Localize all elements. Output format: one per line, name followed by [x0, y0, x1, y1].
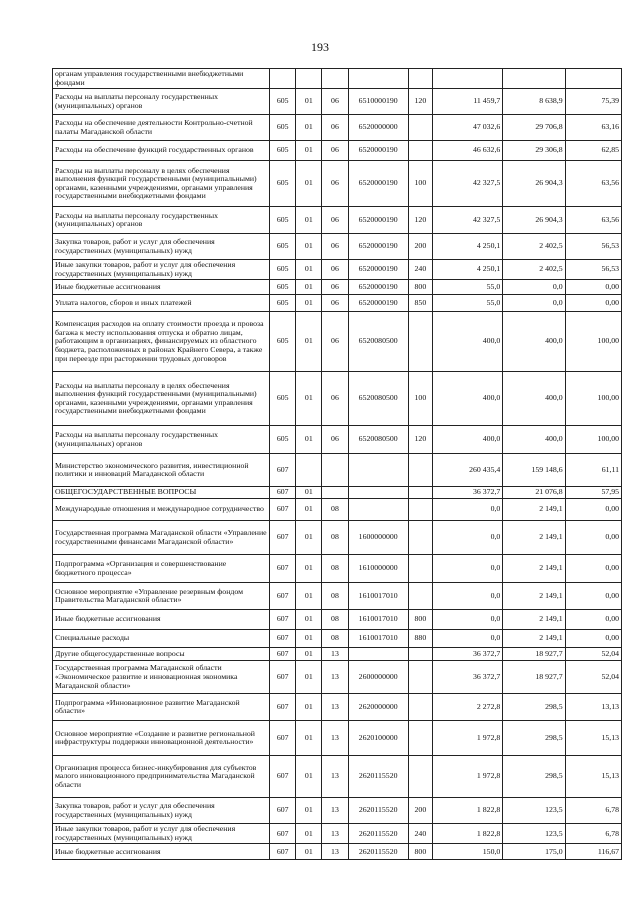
row-name-cell: Иные закупки товаров, работ и услуг для обеспечения государственных (муниципальных) нужд	[53, 260, 270, 280]
ministry-code-cell: 607	[270, 661, 296, 694]
ministry-code-cell: 605	[270, 280, 296, 295]
table-row	[53, 454, 622, 487]
ministry-code-cell: 605	[270, 89, 296, 115]
execution-percent-cell: 63,56	[565, 161, 621, 207]
table-row	[53, 161, 622, 207]
execution-percent-cell: 0,00	[565, 280, 621, 295]
executed-amount-cell: 2 149,1	[503, 555, 565, 583]
plan-amount-cell: 1 972,8	[432, 721, 502, 756]
section-cell: 01	[296, 426, 322, 454]
target-article-cell: 1610017010	[348, 583, 408, 610]
execution-percent-cell: 0,00	[565, 583, 621, 610]
target-article-cell: 2620115520	[348, 798, 408, 824]
page-number: 193	[311, 40, 329, 54]
section-cell: 01	[296, 280, 322, 295]
executed-amount-cell: 175,0	[503, 844, 565, 860]
executed-amount-cell: 18 927,7	[503, 648, 565, 661]
executed-amount-cell: 29 706,8	[503, 115, 565, 141]
expense-type-cell: 200	[408, 234, 432, 260]
target-article-cell: 6520000190	[348, 161, 408, 207]
subsection-cell: 13	[322, 694, 348, 721]
subsection-cell: 06	[322, 89, 348, 115]
expense-type-cell	[408, 694, 432, 721]
executed-amount-cell: 18 927,7	[503, 661, 565, 694]
executed-amount-cell: 2 149,1	[503, 521, 565, 555]
expense-type-cell	[408, 521, 432, 555]
expense-type-cell: 100	[408, 372, 432, 426]
target-article-cell: 6520000190	[348, 260, 408, 280]
ministry-code-cell: 605	[270, 295, 296, 312]
target-article-cell: 2620115520	[348, 756, 408, 798]
ministry-code-cell: 607	[270, 756, 296, 798]
plan-amount-cell: 400,0	[432, 426, 502, 454]
ministry-code-cell: 607	[270, 499, 296, 521]
executed-amount-cell: 400,0	[503, 426, 565, 454]
executed-amount-cell: 2 149,1	[503, 610, 565, 630]
execution-percent-cell: 13,13	[565, 694, 621, 721]
expense-type-cell: 240	[408, 260, 432, 280]
target-article-cell: 6520000190	[348, 234, 408, 260]
target-article-cell	[348, 454, 408, 487]
target-article-cell: 6520000190	[348, 280, 408, 295]
row-name-cell: Иные бюджетные ассигнования	[53, 610, 270, 630]
ministry-code-cell: 605	[270, 161, 296, 207]
table-row	[53, 260, 622, 280]
execution-percent-cell: 6,78	[565, 824, 621, 844]
execution-percent-cell: 15,13	[565, 756, 621, 798]
section-cell: 01	[296, 661, 322, 694]
subsection-cell: 13	[322, 721, 348, 756]
ministry-code-cell: 607	[270, 694, 296, 721]
execution-percent-cell: 57,95	[565, 487, 621, 499]
table-row	[53, 295, 622, 312]
target-article-cell: 6520000190	[348, 141, 408, 161]
executed-amount-cell: 400,0	[503, 372, 565, 426]
row-name-cell: Государственная программа Магаданской области «Экономическое развитие и инновационная экономика Магаданской области»	[53, 661, 270, 694]
table-row	[53, 721, 622, 756]
execution-percent-cell: 52,04	[565, 648, 621, 661]
target-article-cell: 6520000190	[348, 295, 408, 312]
executed-amount-cell: 298,5	[503, 721, 565, 756]
ministry-code-cell: 605	[270, 115, 296, 141]
target-article-cell: 6520080500	[348, 426, 408, 454]
section-cell: 01	[296, 260, 322, 280]
row-name-cell: Иные бюджетные ассигнования	[53, 280, 270, 295]
executed-amount-cell: 2 402,5	[503, 234, 565, 260]
section-cell: 01	[296, 115, 322, 141]
expense-type-cell	[408, 454, 432, 487]
table-row	[53, 89, 622, 115]
executed-amount-cell: 2 149,1	[503, 583, 565, 610]
row-name-cell: Расходы на обеспечение функций государственных органов	[53, 141, 270, 161]
row-name-cell: Расходы на выплаты персоналу в целях обеспечения выполнения функций государственными (муниципальными) органами, казенными учреждениями, органами управления государственными внебюджетными фондами	[53, 161, 270, 207]
row-name-cell: Расходы на выплаты персоналу в целях обеспечения выполнения функций государственными (муниципальными) органами, казенными учреждениями, органами управления государственными внебюджетными фондами	[53, 372, 270, 426]
target-article-cell	[348, 487, 408, 499]
expense-type-cell: 200	[408, 798, 432, 824]
expense-type-cell	[408, 756, 432, 798]
target-article-cell: 2600000000	[348, 661, 408, 694]
executed-amount-cell: 123,5	[503, 798, 565, 824]
execution-percent-cell: 0,00	[565, 610, 621, 630]
section-cell: 01	[296, 630, 322, 648]
plan-amount-cell: 0,0	[432, 499, 502, 521]
target-article-cell: 6520080500	[348, 372, 408, 426]
target-article-cell	[348, 648, 408, 661]
table-row	[53, 756, 622, 798]
execution-percent-cell: 6,78	[565, 798, 621, 824]
subsection-cell	[322, 454, 348, 487]
section-cell: 01	[296, 499, 322, 521]
execution-percent-cell: 0,00	[565, 295, 621, 312]
execution-percent-cell: 0,00	[565, 521, 621, 555]
expense-type-cell	[408, 499, 432, 521]
target-article-cell	[348, 69, 408, 89]
ministry-code-cell: 607	[270, 844, 296, 860]
subsection-cell: 06	[322, 115, 348, 141]
subsection-cell: 06	[322, 234, 348, 260]
table-row	[53, 844, 622, 860]
section-cell: 01	[296, 207, 322, 234]
subsection-cell: 06	[322, 207, 348, 234]
execution-percent-cell: 100,00	[565, 372, 621, 426]
plan-amount-cell: 0,0	[432, 521, 502, 555]
section-cell: 01	[296, 648, 322, 661]
target-article-cell: 2620100000	[348, 721, 408, 756]
subsection-cell	[322, 487, 348, 499]
row-name-cell: Министерство экономического развития, инвестиционной политики и инноваций Магаданской области	[53, 454, 270, 487]
ministry-code-cell: 607	[270, 648, 296, 661]
ministry-code-cell	[270, 69, 296, 89]
row-name-cell: Международные отношения и международное сотрудничество	[53, 499, 270, 521]
budget-table	[52, 68, 622, 860]
plan-amount-cell: 1 822,8	[432, 824, 502, 844]
expense-type-cell: 120	[408, 426, 432, 454]
table-row	[53, 207, 622, 234]
expense-type-cell: 800	[408, 610, 432, 630]
section-cell: 01	[296, 161, 322, 207]
expense-type-cell: 120	[408, 207, 432, 234]
expense-type-cell	[408, 583, 432, 610]
plan-amount-cell: 400,0	[432, 312, 502, 372]
target-article-cell: 6520000190	[348, 207, 408, 234]
executed-amount-cell: 8 638,9	[503, 89, 565, 115]
executed-amount-cell: 26 904,3	[503, 207, 565, 234]
table-row	[53, 694, 622, 721]
table-row	[53, 555, 622, 583]
ministry-code-cell: 605	[270, 234, 296, 260]
plan-amount-cell: 1 822,8	[432, 798, 502, 824]
execution-percent-cell: 61,11	[565, 454, 621, 487]
executed-amount-cell: 26 904,3	[503, 161, 565, 207]
budget-table-body	[53, 69, 622, 860]
subsection-cell	[322, 69, 348, 89]
row-name-cell: Специальные расходы	[53, 630, 270, 648]
section-cell: 01	[296, 521, 322, 555]
executed-amount-cell: 298,5	[503, 756, 565, 798]
table-row	[53, 630, 622, 648]
execution-percent-cell: 62,85	[565, 141, 621, 161]
row-name-cell: Основное мероприятие «Создание и развитие региональной инфраструктуры поддержки инновационной деятельности»	[53, 721, 270, 756]
plan-amount-cell: 0,0	[432, 630, 502, 648]
ministry-code-cell: 605	[270, 372, 296, 426]
table-row	[53, 824, 622, 844]
row-name-cell: Иные закупки товаров, работ и услуг для обеспечения государственных (муниципальных) нужд	[53, 824, 270, 844]
plan-amount-cell: 4 250,1	[432, 260, 502, 280]
section-cell: 01	[296, 141, 322, 161]
table-row	[53, 312, 622, 372]
row-name-cell: ОБЩЕГОСУДАРСТВЕННЫЕ ВОПРОСЫ	[53, 487, 270, 499]
target-article-cell: 2620000000	[348, 694, 408, 721]
plan-amount-cell: 36 372,7	[432, 487, 502, 499]
subsection-cell: 08	[322, 555, 348, 583]
row-name-cell: Компенсация расходов на оплату стоимости проезда и провоза багажа к месту использования отпуска и обратно лицам, работающим в организациях, финансируемых из областного бюджета, расположенных в районах Крайнего Севера, а также при переезде при расторжении трудовых договоров	[53, 312, 270, 372]
expense-type-cell	[408, 555, 432, 583]
row-name-cell: Подпрограмма «Организация и совершенствование бюджетного процесса»	[53, 555, 270, 583]
subsection-cell: 13	[322, 756, 348, 798]
row-name-cell: Государственная программа Магаданской области «Управление государственными финансами Магаданской области»	[53, 521, 270, 555]
execution-percent-cell: 15,13	[565, 721, 621, 756]
section-cell: 01	[296, 798, 322, 824]
execution-percent-cell: 0,00	[565, 555, 621, 583]
ministry-code-cell: 607	[270, 583, 296, 610]
execution-percent-cell: 116,67	[565, 844, 621, 860]
execution-percent-cell: 56,53	[565, 234, 621, 260]
executed-amount-cell: 2 149,1	[503, 499, 565, 521]
expense-type-cell	[408, 661, 432, 694]
target-article-cell: 6520080500	[348, 312, 408, 372]
ministry-code-cell: 605	[270, 207, 296, 234]
subsection-cell: 06	[322, 312, 348, 372]
plan-amount-cell: 55,0	[432, 295, 502, 312]
row-name-cell: Организация процесса бизнес-инкубирования для субъектов малого инновационного предпринимательства Магаданской области	[53, 756, 270, 798]
table-row	[53, 115, 622, 141]
ministry-code-cell: 607	[270, 555, 296, 583]
target-article-cell: 2620115520	[348, 824, 408, 844]
expense-type-cell	[408, 312, 432, 372]
table-row	[53, 426, 622, 454]
table-row	[53, 372, 622, 426]
ministry-code-cell: 607	[270, 630, 296, 648]
expense-type-cell	[408, 648, 432, 661]
section-cell: 01	[296, 694, 322, 721]
row-name-cell: Закупка товаров, работ и услуг для обеспечения государственных (муниципальных) нужд	[53, 234, 270, 260]
expense-type-cell	[408, 141, 432, 161]
expense-type-cell: 100	[408, 161, 432, 207]
table-row	[53, 280, 622, 295]
row-name-cell: Закупка товаров, работ и услуг для обеспечения государственных (муниципальных) нужд	[53, 798, 270, 824]
row-name-cell: Уплата налогов, сборов и иных платежей	[53, 295, 270, 312]
ministry-code-cell: 607	[270, 521, 296, 555]
plan-amount-cell: 0,0	[432, 555, 502, 583]
section-cell: 01	[296, 89, 322, 115]
table-row	[53, 661, 622, 694]
expense-type-cell: 800	[408, 844, 432, 860]
expense-type-cell	[408, 69, 432, 89]
section-cell: 01	[296, 583, 322, 610]
subsection-cell: 06	[322, 161, 348, 207]
subsection-cell: 13	[322, 824, 348, 844]
section-cell: 01	[296, 487, 322, 499]
subsection-cell: 08	[322, 630, 348, 648]
ministry-code-cell: 607	[270, 454, 296, 487]
subsection-cell: 13	[322, 844, 348, 860]
plan-amount-cell: 260 435,4	[432, 454, 502, 487]
section-cell: 01	[296, 555, 322, 583]
execution-percent-cell: 0,00	[565, 630, 621, 648]
row-name-cell: Расходы на выплаты персоналу государственных (муниципальных) органов	[53, 89, 270, 115]
table-row	[53, 648, 622, 661]
plan-amount-cell: 42 327,5	[432, 161, 502, 207]
execution-percent-cell	[565, 69, 621, 89]
table-row	[53, 610, 622, 630]
target-article-cell: 1610017010	[348, 630, 408, 648]
table-row	[53, 234, 622, 260]
section-cell	[296, 454, 322, 487]
section-cell: 01	[296, 312, 322, 372]
subsection-cell: 08	[322, 610, 348, 630]
section-cell: 01	[296, 372, 322, 426]
row-name-cell: Другие общегосударственные вопросы	[53, 648, 270, 661]
plan-amount-cell: 55,0	[432, 280, 502, 295]
table-row	[53, 521, 622, 555]
section-cell: 01	[296, 234, 322, 260]
plan-amount-cell: 1 972,8	[432, 756, 502, 798]
execution-percent-cell: 56,53	[565, 260, 621, 280]
subsection-cell: 13	[322, 648, 348, 661]
expense-type-cell	[408, 721, 432, 756]
target-article-cell: 6520000000	[348, 115, 408, 141]
plan-amount-cell: 4 250,1	[432, 234, 502, 260]
ministry-code-cell: 607	[270, 824, 296, 844]
expense-type-cell	[408, 487, 432, 499]
subsection-cell: 06	[322, 426, 348, 454]
table-row	[53, 583, 622, 610]
execution-percent-cell: 75,39	[565, 89, 621, 115]
execution-percent-cell: 100,00	[565, 426, 621, 454]
plan-amount-cell: 400,0	[432, 372, 502, 426]
target-article-cell: 2620115520	[348, 844, 408, 860]
executed-amount-cell	[503, 69, 565, 89]
ministry-code-cell: 605	[270, 141, 296, 161]
subsection-cell: 13	[322, 661, 348, 694]
target-article-cell	[348, 499, 408, 521]
execution-percent-cell: 63,16	[565, 115, 621, 141]
subsection-cell: 06	[322, 280, 348, 295]
ministry-code-cell: 605	[270, 260, 296, 280]
plan-amount-cell: 42 327,5	[432, 207, 502, 234]
target-article-cell: 1610017010	[348, 610, 408, 630]
plan-amount-cell: 36 372,7	[432, 661, 502, 694]
row-name-cell: Расходы на обеспечение деятельности Контрольно-счетной палаты Магаданской области	[53, 115, 270, 141]
table-row	[53, 69, 622, 89]
ministry-code-cell: 605	[270, 426, 296, 454]
plan-amount-cell: 11 459,7	[432, 89, 502, 115]
section-cell: 01	[296, 824, 322, 844]
expense-type-cell: 850	[408, 295, 432, 312]
ministry-code-cell: 605	[270, 312, 296, 372]
plan-amount-cell: 0,0	[432, 583, 502, 610]
subsection-cell: 06	[322, 295, 348, 312]
executed-amount-cell: 159 148,6	[503, 454, 565, 487]
section-cell: 01	[296, 756, 322, 798]
row-name-cell: органам управления государственными внебюджетными фондами	[53, 69, 270, 89]
plan-amount-cell: 150,0	[432, 844, 502, 860]
section-cell: 01	[296, 721, 322, 756]
plan-amount-cell: 2 272,8	[432, 694, 502, 721]
plan-amount-cell	[432, 69, 502, 89]
table-row	[53, 499, 622, 521]
plan-amount-cell: 0,0	[432, 610, 502, 630]
target-article-cell: 6510000190	[348, 89, 408, 115]
executed-amount-cell: 400,0	[503, 312, 565, 372]
expense-type-cell: 240	[408, 824, 432, 844]
row-name-cell: Подпрограмма «Инновационное развитие Магаданской области»	[53, 694, 270, 721]
plan-amount-cell: 36 372,7	[432, 648, 502, 661]
executed-amount-cell: 123,5	[503, 824, 565, 844]
section-cell: 01	[296, 844, 322, 860]
target-article-cell: 1610000000	[348, 555, 408, 583]
expense-type-cell	[408, 115, 432, 141]
executed-amount-cell: 29 306,8	[503, 141, 565, 161]
executed-amount-cell: 2 402,5	[503, 260, 565, 280]
executed-amount-cell: 2 149,1	[503, 630, 565, 648]
row-name-cell: Иные бюджетные ассигнования	[53, 844, 270, 860]
executed-amount-cell: 298,5	[503, 694, 565, 721]
row-name-cell: Расходы на выплаты персоналу государственных (муниципальных) органов	[53, 207, 270, 234]
expense-type-cell: 880	[408, 630, 432, 648]
execution-percent-cell: 52,04	[565, 661, 621, 694]
execution-percent-cell: 100,00	[565, 312, 621, 372]
section-cell: 01	[296, 610, 322, 630]
subsection-cell: 06	[322, 260, 348, 280]
expense-type-cell: 120	[408, 89, 432, 115]
table-row	[53, 487, 622, 499]
plan-amount-cell: 46 632,6	[432, 141, 502, 161]
ministry-code-cell: 607	[270, 610, 296, 630]
execution-percent-cell: 63,56	[565, 207, 621, 234]
table-row	[53, 798, 622, 824]
ministry-code-cell: 607	[270, 721, 296, 756]
subsection-cell: 13	[322, 798, 348, 824]
subsection-cell: 08	[322, 499, 348, 521]
subsection-cell: 08	[322, 521, 348, 555]
expense-type-cell: 800	[408, 280, 432, 295]
section-cell	[296, 69, 322, 89]
ministry-code-cell: 607	[270, 487, 296, 499]
executed-amount-cell: 21 076,8	[503, 487, 565, 499]
plan-amount-cell: 47 032,6	[432, 115, 502, 141]
subsection-cell: 08	[322, 583, 348, 610]
section-cell: 01	[296, 295, 322, 312]
subsection-cell: 06	[322, 141, 348, 161]
execution-percent-cell: 0,00	[565, 499, 621, 521]
ministry-code-cell: 607	[270, 798, 296, 824]
executed-amount-cell: 0,0	[503, 280, 565, 295]
subsection-cell: 06	[322, 372, 348, 426]
row-name-cell: Основное мероприятие «Управление резервным фондом Правительства Магаданской области»	[53, 583, 270, 610]
table-row	[53, 141, 622, 161]
row-name-cell: Расходы на выплаты персоналу государственных (муниципальных) органов	[53, 426, 270, 454]
target-article-cell: 1600000000	[348, 521, 408, 555]
executed-amount-cell: 0,0	[503, 295, 565, 312]
